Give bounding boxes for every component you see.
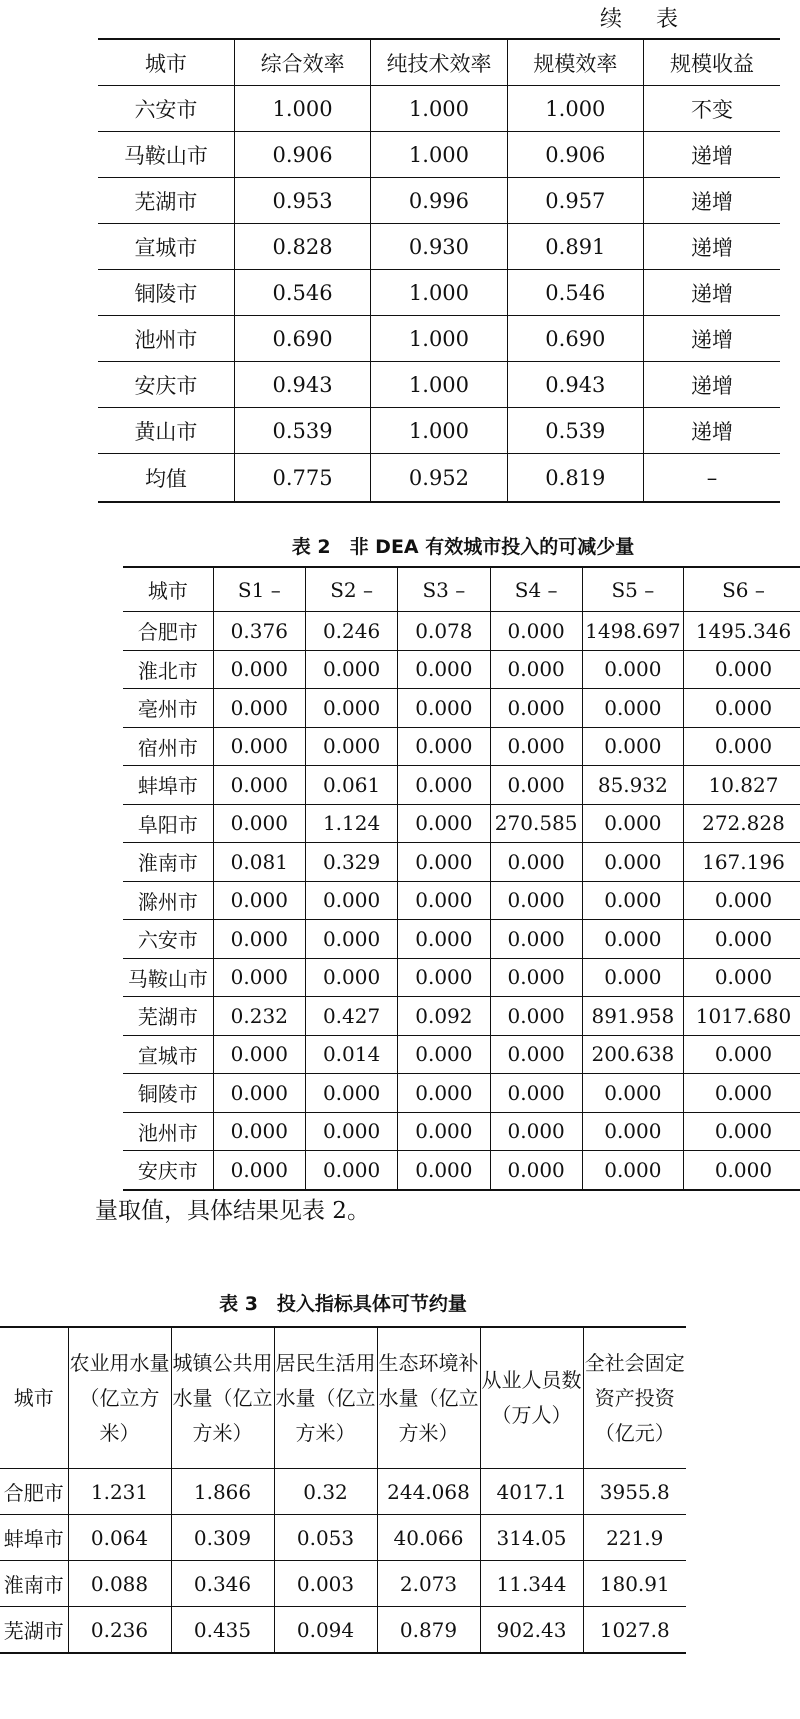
table1-value-cell: 0.930 bbox=[371, 224, 507, 270]
body-paragraph: 量取值，具体结果见表 2。 bbox=[95, 1198, 370, 1224]
table1-value-cell: 0.546 bbox=[234, 270, 370, 316]
table2-value-cell: 0.000 bbox=[213, 727, 305, 766]
table2-header-cell: S1 – bbox=[213, 567, 305, 612]
table3-row bbox=[0, 1561, 686, 1607]
table3-caption: 表 3 投入指标具体可节约量 bbox=[219, 1293, 467, 1315]
table2-row bbox=[123, 1074, 800, 1113]
table2-header-cell: S3 – bbox=[398, 567, 490, 612]
table2-row bbox=[123, 997, 800, 1036]
table1-city-cell: 铜陵市 bbox=[98, 270, 234, 316]
table1-value-cell: 0.775 bbox=[234, 454, 370, 503]
table2-value-cell: 0.000 bbox=[398, 843, 490, 882]
table3-value-cell: 0.088 bbox=[68, 1561, 171, 1607]
table2-value-cell: 0.000 bbox=[582, 727, 683, 766]
table2-value-cell: 0.000 bbox=[398, 881, 490, 920]
table1-value-cell: 1.000 bbox=[371, 270, 507, 316]
table1-header-cell: 规模效率 bbox=[507, 39, 643, 86]
table1-value-cell: 1.000 bbox=[234, 86, 370, 132]
table1-value-cell: 0.819 bbox=[507, 454, 643, 503]
table2-value-cell: 167.196 bbox=[683, 843, 800, 882]
table1-value-cell: 0.957 bbox=[507, 178, 643, 224]
table2-value-cell: 0.000 bbox=[305, 727, 397, 766]
table2-value-cell: 0.000 bbox=[490, 727, 582, 766]
table2-city-cell: 滁州市 bbox=[123, 881, 213, 920]
table2-value-cell: 0.000 bbox=[213, 766, 305, 805]
table2-header-cell: S5 – bbox=[582, 567, 683, 612]
table3-header-cell: 居民生活用水量（亿立方米） bbox=[274, 1327, 377, 1469]
table1-value-cell: 递增 bbox=[644, 316, 780, 362]
table1-header-cell: 城市 bbox=[98, 39, 234, 86]
table2-value-cell: 0.081 bbox=[213, 843, 305, 882]
table2-value-cell: 0.000 bbox=[213, 1074, 305, 1113]
table3-value-cell: 0.094 bbox=[274, 1607, 377, 1654]
table2-value-cell: 0.014 bbox=[305, 1035, 397, 1074]
table2-value-cell: 272.828 bbox=[683, 804, 800, 843]
table1-value-cell: 0.828 bbox=[234, 224, 370, 270]
table2-city-cell: 六安市 bbox=[123, 920, 213, 959]
table3-city-cell: 蚌埠市 bbox=[0, 1515, 68, 1561]
table2-header-row bbox=[123, 567, 800, 612]
table2-header-cell: S4 – bbox=[490, 567, 582, 612]
table2-city-cell: 宿州市 bbox=[123, 727, 213, 766]
table3-city-cell: 淮南市 bbox=[0, 1561, 68, 1607]
table2-value-cell: 0.000 bbox=[683, 727, 800, 766]
table2-value-cell: 1017.680 bbox=[683, 997, 800, 1036]
table2-value-cell: 0.000 bbox=[490, 881, 582, 920]
table3-value-cell: 0.879 bbox=[377, 1607, 480, 1654]
table3-header-cell: 农业用水量（亿立方米） bbox=[68, 1327, 171, 1469]
table1-value-cell: 1.000 bbox=[371, 408, 507, 454]
table2-value-cell: 270.585 bbox=[490, 804, 582, 843]
table2-value-cell: 0.000 bbox=[490, 1035, 582, 1074]
table1-value-cell: 0.996 bbox=[371, 178, 507, 224]
table3-value-cell: 314.05 bbox=[480, 1515, 583, 1561]
table2-value-cell: 0.061 bbox=[305, 766, 397, 805]
table2-value-cell: 0.000 bbox=[582, 689, 683, 728]
table2-value-cell: 0.000 bbox=[213, 804, 305, 843]
table2-value-cell: 0.000 bbox=[305, 958, 397, 997]
table1-row bbox=[98, 132, 780, 178]
table1-row bbox=[98, 316, 780, 362]
table2-value-cell: 0.000 bbox=[398, 958, 490, 997]
table2-row bbox=[123, 881, 800, 920]
table3-value-cell: 1.231 bbox=[68, 1469, 171, 1515]
table2-value-cell: 0.000 bbox=[582, 1112, 683, 1151]
table2-row bbox=[123, 843, 800, 882]
table1-city-cell: 黄山市 bbox=[98, 408, 234, 454]
table2-value-cell: 0.000 bbox=[305, 689, 397, 728]
table3-header-row bbox=[0, 1327, 686, 1469]
table2-row bbox=[123, 920, 800, 959]
table2-value-cell: 0.000 bbox=[490, 843, 582, 882]
table1-row bbox=[98, 270, 780, 316]
table1-value-cell: 1.000 bbox=[371, 86, 507, 132]
table3-row bbox=[0, 1607, 686, 1654]
table2-value-cell: 0.376 bbox=[213, 612, 305, 651]
table1-value-cell: 递增 bbox=[644, 224, 780, 270]
table2-value-cell: 0.000 bbox=[398, 1112, 490, 1151]
table-continued-label: 续 表 bbox=[600, 7, 685, 32]
table1-header-cell: 规模收益 bbox=[644, 39, 780, 86]
table1-value-cell: 0.943 bbox=[234, 362, 370, 408]
table3-row bbox=[0, 1515, 686, 1561]
table3-value-cell: 0.053 bbox=[274, 1515, 377, 1561]
table3-header-cell: 城镇公共用水量（亿立方米） bbox=[171, 1327, 274, 1469]
table3-header-cell: 生态环境补水量（亿立方米） bbox=[377, 1327, 480, 1469]
table1-value-cell: 递增 bbox=[644, 132, 780, 178]
table2-value-cell: 0.000 bbox=[305, 1112, 397, 1151]
table2-value-cell: 0.000 bbox=[305, 650, 397, 689]
table2-value-cell: 0.000 bbox=[305, 1151, 397, 1190]
table1-value-cell: 0.952 bbox=[371, 454, 507, 503]
table3-value-cell: 180.91 bbox=[583, 1561, 686, 1607]
table2-value-cell: 0.000 bbox=[490, 997, 582, 1036]
table2-value-cell: 1495.346 bbox=[683, 612, 800, 651]
table1-city-cell: 均值 bbox=[144, 466, 187, 491]
table2-value-cell: 0.000 bbox=[490, 1112, 582, 1151]
table2-value-cell: 0.000 bbox=[582, 920, 683, 959]
table2-city-cell: 淮北市 bbox=[123, 650, 213, 689]
table2-value-cell: 0.000 bbox=[213, 958, 305, 997]
table2-value-cell: 0.000 bbox=[305, 881, 397, 920]
table1-row bbox=[98, 362, 780, 408]
table2-row bbox=[123, 1151, 800, 1190]
table1-value-cell: – bbox=[644, 454, 780, 503]
table2-value-cell: 0.000 bbox=[582, 804, 683, 843]
table3-value-cell: 221.9 bbox=[583, 1515, 686, 1561]
table2-value-cell: 0.000 bbox=[683, 881, 800, 920]
table2-row bbox=[123, 650, 800, 689]
table1-value-cell: 0.891 bbox=[507, 224, 643, 270]
table2-value-cell: 0.000 bbox=[490, 650, 582, 689]
table2-value-cell: 0.000 bbox=[305, 920, 397, 959]
table2-row bbox=[123, 958, 800, 997]
table2-city-cell: 安庆市 bbox=[137, 1159, 198, 1184]
table1-value-cell: 0.546 bbox=[507, 270, 643, 316]
table1-value-cell: 0.539 bbox=[507, 408, 643, 454]
table2-row bbox=[123, 804, 800, 843]
table2-city-cell: 池州市 bbox=[123, 1112, 213, 1151]
efficiency-table bbox=[98, 38, 780, 503]
table2-value-cell: 0.000 bbox=[490, 958, 582, 997]
table2-value-cell: 0.000 bbox=[683, 650, 800, 689]
table2-value-cell: 0.000 bbox=[490, 920, 582, 959]
table2-row bbox=[123, 612, 800, 651]
table2-value-cell: 0.000 bbox=[582, 650, 683, 689]
table3-value-cell: 902.43 bbox=[480, 1607, 583, 1654]
table1-city-cell: 宣城市 bbox=[98, 224, 234, 270]
table2-header-cell: 城市 bbox=[123, 567, 213, 612]
table2-value-cell: 0.000 bbox=[398, 804, 490, 843]
table1-value-cell: 1.000 bbox=[507, 86, 643, 132]
table2-value-cell: 0.000 bbox=[490, 612, 582, 651]
table2-row bbox=[123, 1035, 800, 1074]
table2-value-cell: 0.000 bbox=[582, 843, 683, 882]
table1-city-cell: 六安市 bbox=[98, 86, 234, 132]
table2-value-cell: 0.000 bbox=[490, 766, 582, 805]
table3-value-cell: 1027.8 bbox=[583, 1607, 686, 1654]
table1-row bbox=[98, 454, 780, 503]
table2-header-cell: S6 – bbox=[683, 567, 800, 612]
table1-city-cell: 池州市 bbox=[98, 316, 234, 362]
table2-value-cell: 0.000 bbox=[398, 650, 490, 689]
table1-value-cell: 递增 bbox=[644, 362, 780, 408]
table2-value-cell: 0.000 bbox=[683, 958, 800, 997]
table1-value-cell: 0.690 bbox=[234, 316, 370, 362]
table2-value-cell: 0.000 bbox=[398, 1074, 490, 1113]
table3-city-cell: 合肥市 bbox=[0, 1469, 68, 1515]
table1-header-cell: 综合效率 bbox=[234, 39, 370, 86]
table2-header-cell: S2 – bbox=[305, 567, 397, 612]
table1-value-cell: 不变 bbox=[644, 86, 780, 132]
table1-row bbox=[98, 408, 780, 454]
table2-value-cell: 0.000 bbox=[683, 1074, 800, 1113]
table3-value-cell: 2.073 bbox=[377, 1561, 480, 1607]
table2-value-cell: 0.000 bbox=[490, 1074, 582, 1113]
table2-value-cell: 0.000 bbox=[490, 1151, 582, 1190]
table3-value-cell: 4017.1 bbox=[480, 1469, 583, 1515]
table2-value-cell: 0.078 bbox=[398, 612, 490, 651]
table3-value-cell: 11.344 bbox=[480, 1561, 583, 1607]
table1-value-cell: 0.943 bbox=[507, 362, 643, 408]
table2-value-cell: 0.000 bbox=[683, 1151, 800, 1190]
table3-header-cell: 全社会固定资产投资（亿元） bbox=[583, 1327, 686, 1469]
table3-row bbox=[0, 1469, 686, 1515]
table2-row bbox=[123, 689, 800, 728]
table2-value-cell: 0.000 bbox=[398, 1151, 490, 1190]
table2-value-cell: 0.000 bbox=[398, 1035, 490, 1074]
table2-value-cell: 0.000 bbox=[305, 1074, 397, 1113]
table3-value-cell: 0.309 bbox=[171, 1515, 274, 1561]
table2-row bbox=[123, 766, 800, 805]
table2-city-cell: 阜阳市 bbox=[123, 804, 213, 843]
table2-caption: 表 2 非 DEA 有效城市投入的可减少量 bbox=[291, 536, 635, 558]
table2-value-cell: 0.000 bbox=[213, 689, 305, 728]
table3-value-cell: 0.003 bbox=[274, 1561, 377, 1607]
table3-value-cell: 0.32 bbox=[274, 1469, 377, 1515]
table2-value-cell: 0.000 bbox=[213, 1035, 305, 1074]
table2-row bbox=[123, 727, 800, 766]
table2-value-cell: 0.000 bbox=[582, 958, 683, 997]
table2-value-cell: 0.427 bbox=[305, 997, 397, 1036]
input-reduction-table bbox=[123, 566, 800, 1191]
table2-value-cell: 10.827 bbox=[683, 766, 800, 805]
table2-value-cell: 0.000 bbox=[213, 1112, 305, 1151]
table3-header-cell: 从业人员数（万人） bbox=[480, 1327, 583, 1469]
table1-value-cell: 1.000 bbox=[371, 316, 507, 362]
table1-value-cell: 递增 bbox=[644, 270, 780, 316]
table1-value-cell: 1.000 bbox=[371, 362, 507, 408]
table2-value-cell: 0.000 bbox=[683, 1035, 800, 1074]
table1-city-cell: 安庆市 bbox=[98, 362, 234, 408]
table2-value-cell: 0.329 bbox=[305, 843, 397, 882]
table1-row bbox=[98, 178, 780, 224]
table2-value-cell: 0.000 bbox=[398, 689, 490, 728]
table2-value-cell: 1.124 bbox=[305, 804, 397, 843]
table1-value-cell: 0.906 bbox=[507, 132, 643, 178]
table2-value-cell: 0.000 bbox=[490, 689, 582, 728]
table2-value-cell: 0.000 bbox=[582, 881, 683, 920]
table3-header-cell: 城市 bbox=[0, 1327, 68, 1469]
table2-value-cell: 85.932 bbox=[582, 766, 683, 805]
table1-value-cell: 递增 bbox=[644, 178, 780, 224]
table3-value-cell: 3955.8 bbox=[583, 1469, 686, 1515]
table3-value-cell: 244.068 bbox=[377, 1469, 480, 1515]
table1-value-cell: 递增 bbox=[644, 408, 780, 454]
table1-value-cell: 0.539 bbox=[234, 408, 370, 454]
table2-value-cell: 0.000 bbox=[213, 920, 305, 959]
table2-value-cell: 0.000 bbox=[683, 689, 800, 728]
table2-value-cell: 1498.697 bbox=[582, 612, 683, 651]
table2-value-cell: 0.246 bbox=[305, 612, 397, 651]
table2-city-cell: 马鞍山市 bbox=[123, 958, 213, 997]
table2-value-cell: 0.000 bbox=[398, 766, 490, 805]
table2-value-cell: 0.000 bbox=[213, 881, 305, 920]
savings-table bbox=[0, 1326, 686, 1654]
table1-row bbox=[98, 224, 780, 270]
table3-value-cell: 0.236 bbox=[68, 1607, 171, 1654]
table2-value-cell: 0.000 bbox=[582, 1151, 683, 1190]
table1-value-cell: 0.690 bbox=[507, 316, 643, 362]
table3-value-cell: 0.346 bbox=[171, 1561, 274, 1607]
table2-city-cell: 芜湖市 bbox=[123, 997, 213, 1036]
table2-city-cell: 铜陵市 bbox=[123, 1074, 213, 1113]
table3-value-cell: 1.866 bbox=[171, 1469, 274, 1515]
table1-value-cell: 1.000 bbox=[371, 132, 507, 178]
table1-city-cell: 马鞍山市 bbox=[98, 132, 234, 178]
table1-header-cell: 纯技术效率 bbox=[371, 39, 507, 86]
table3-city-cell: 芜湖市 bbox=[3, 1619, 64, 1643]
table1-city-cell: 芜湖市 bbox=[98, 178, 234, 224]
table2-value-cell: 0.000 bbox=[213, 650, 305, 689]
table2-value-cell: 0.000 bbox=[683, 920, 800, 959]
table2-value-cell: 0.092 bbox=[398, 997, 490, 1036]
table2-value-cell: 0.000 bbox=[582, 1074, 683, 1113]
table1-header-row bbox=[98, 39, 780, 86]
table1-value-cell: 0.953 bbox=[234, 178, 370, 224]
table2-city-cell: 合肥市 bbox=[123, 612, 213, 651]
table2-city-cell: 淮南市 bbox=[123, 843, 213, 882]
table2-row bbox=[123, 1112, 800, 1151]
table2-value-cell: 200.638 bbox=[582, 1035, 683, 1074]
table3-value-cell: 0.435 bbox=[171, 1607, 274, 1654]
table2-city-cell: 蚌埠市 bbox=[123, 766, 213, 805]
table2-value-cell: 891.958 bbox=[582, 997, 683, 1036]
table2-city-cell: 宣城市 bbox=[123, 1035, 213, 1074]
table2-value-cell: 0.000 bbox=[398, 727, 490, 766]
table2-value-cell: 0.000 bbox=[683, 1112, 800, 1151]
table3-value-cell: 40.066 bbox=[377, 1515, 480, 1561]
table2-value-cell: 0.000 bbox=[398, 920, 490, 959]
table2-value-cell: 0.000 bbox=[213, 1151, 305, 1190]
table1-value-cell: 0.906 bbox=[234, 132, 370, 178]
table1-row bbox=[98, 86, 780, 132]
table3-value-cell: 0.064 bbox=[68, 1515, 171, 1561]
table2-city-cell: 亳州市 bbox=[123, 689, 213, 728]
table2-value-cell: 0.232 bbox=[213, 997, 305, 1036]
